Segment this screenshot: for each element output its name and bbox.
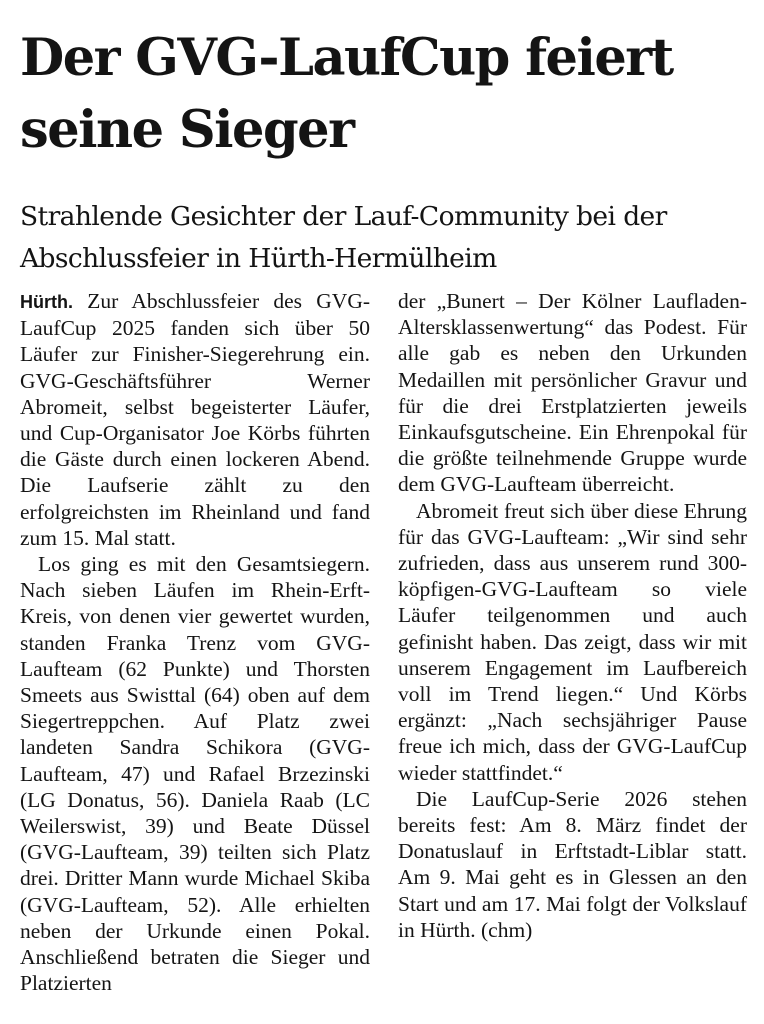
subheadline: Strahlende Gesichter der Lauf-Community bei der Abschlussfeier in Hürth-Hermülheim [20,201,667,274]
body-paragraph: Abromeit freut sich über diese Ehrung für das GVG-Laufteam: „Wir sind sehr zufrieden, dass aus unserem rund 300-köpfigen-GVG-Laufteam so viele Läufer teilgenommen und auch gefinisht haben. Das zeigt, dass wir mit unserem Engagement im Laufbereich voll im Trend liegen.“ Und Körbs ergänzt: „Nach sechsjähriger Pause freue ich mich, dass der GVG-LaufCup wieder stattfindet.“ [398,498,747,785]
body-paragraph: der „Bunert – Der Kölner Laufladen-Altersklassenwertung“ das Podest. Für alle gab es neben den Urkunden Medaillen mit persönlicher Gravur und für die drei Erstplatzierten jeweils Einkaufsgutscheine. Ein Ehrenpokal für die größte teilnehmende Gruppe wurde dem GVG-Laufteam überreicht. [398,289,747,497]
headline: Der GVG-LaufCup feiert seine Sieger [20,28,673,160]
body-paragraph: Die LaufCup-Serie 2026 stehen bereits fest: Am 8. März findet der Donatuslauf in Erftstadt-Liblar statt. Am 9. Mai geht es in Glessen an den Start und am 17. Mai folgt der Volkslauf in Hürth. (chm) [398,786,747,942]
article-column-left [20,288,370,996]
paragraph-text: Zur Abschlussfeier des GVG-LaufCup 2025 fanden sich über 50 Läufer zur Finisher-Siegerehrung ein. GVG-Geschäftsführer Werner Abromeit, selbst begeisterter Läufer, und Cup-Organisator Joe Körbs führten die Gäste durch einen lockeren Abend. Die Laufserie zählt zu den erfolgreichsten im Rheinland und fand zum 15. Mal statt. [20,289,371,550]
article-column-right [398,288,747,943]
dateline: Hürth. [20,292,73,312]
body-paragraph: Los ging es mit den Gesamtsiegern. Nach sieben Läufen im Rhein-Erft-Kreis, von denen vier gewertet wurden, standen Franka Trenz vom GVG-Laufteam (62 Punkte) und Thorsten Smeets aus Swisttal (64) oben auf dem Siegertreppchen. Auf Platz zwei landeten Sandra Schikora (GVG-Laufteam, 47) und Rafael Brzezinski (LG Donatus, 56). Daniela Raab (LC Weilerswist, 39) und Beate Düssel (GVG-Laufteam, 39) teilten sich Platz drei. Dritter Mann wurde Michael Skiba (GVG-Laufteam, 52). Alle erhielten neben der Urkunde einen Pokal. Anschließend betraten die Sieger und Platzierten [20,552,370,996]
body-paragraph [20,288,370,551]
